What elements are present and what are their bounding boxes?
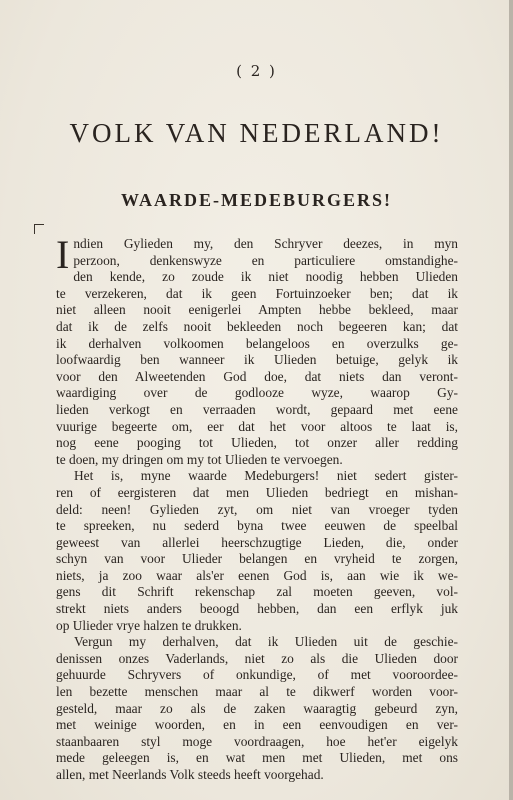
text-line: mede geleegen is, en wat men met Ulieden, met ons: [56, 750, 458, 766]
text-line: gehuurde Schryvers of onkundige, of met vooroordee-: [56, 667, 458, 683]
text-line: staanbaaren styl moge voordraagen, hoe het'er eigelyk: [56, 733, 458, 749]
text-line: ren of eergisteren dat men Ulieden bedriegt en mishan-: [56, 484, 458, 500]
drop-cap: I: [56, 232, 70, 277]
text-line: niets, ja zoo waar als'er eenen God is, aan wie ik we-: [56, 567, 458, 583]
text-lines: [56, 232, 458, 784]
page-number: ( 2 ): [236, 62, 277, 80]
text-line: waardiging over de godlooze wyze, waarop Gy-: [56, 385, 458, 401]
text-line: te doen, my dringen om my tot Ulieden te vervoegen.: [56, 451, 343, 467]
page-title: VOLK VAN NEDERLAND!: [69, 118, 444, 148]
text-line: den kende, zo zoude ik niet noodig hebben Ulieden: [73, 269, 458, 285]
text-line: niet alleen nooit eenigerlei Ampten hebbe bekleed, maar: [56, 302, 458, 318]
text-line: lieden verkogt en verraaden wordt, gepaard met eene: [56, 401, 458, 417]
corner-mark: [34, 224, 44, 234]
text-line: geweest van allerlei heerschzugtige Lieden, die, onder: [56, 534, 458, 550]
text-line: allen, met Neerlands Volk steeds heeft voorgehad.: [56, 767, 324, 782]
text-line: denissen onzes Vaderlands, niet zo als die Ulieden door: [56, 650, 458, 666]
text-line: ndien Gylieden my, den Schryver deezes, in myn: [73, 236, 458, 251]
text-line: op Ulieder vrye halzen te drukken.: [56, 617, 242, 633]
text-line: Het is, myne waarde Medeburgers! niet sedert gister-: [74, 468, 458, 484]
body-text: [56, 232, 458, 784]
text-line: schyn van voor Ulieder belangen en vryheid te zorgen,: [56, 551, 458, 567]
text-line: voor den Alweetenden God doe, dat niets dan veront-: [56, 368, 458, 384]
text-line: deld: neen! Gylieden zyt, om niet van vroeger tyden: [56, 501, 458, 517]
text-line: dat ik de zelfs nooit bekleeden noch begeeren kan; dat: [56, 318, 458, 334]
page-subtitle: WAARDE-MEDEBURGERS!: [120, 190, 392, 210]
text-line: vuurige begeerte om, eer dat het voor altoos te laat is,: [56, 418, 458, 434]
text-line: nog eene pooging tot Ulieden, tot onzer aller redding: [56, 435, 458, 451]
text-line: met weinige woorden, en in een eenvoudigen en ver-: [56, 717, 458, 733]
text-line: Vergun my derhalven, dat ik Ulieden uit de geschie-: [74, 634, 458, 650]
text-line: strekt niets anders beoogd hebben, dan een erflyk juk: [56, 601, 458, 617]
text-line: te spreeken, nu sederd byna twee eeuwen de speelbal: [56, 518, 458, 534]
text-line: perzoon, denkenswyze en particuliere omstandighe-: [73, 252, 458, 268]
text-line: ik derhalven volkoomen belangeloos en overzulks ge-: [56, 335, 458, 351]
text-line: te verzekeren, dat ik geen Fortuinzoeker ben; dat ik: [56, 285, 458, 301]
text-line: gens dit Schrift rekenschap zal moeten geeven, vol-: [56, 584, 458, 600]
text-line: loofwaardig ben wanneer ik Ulieden betuige, gelyk ik: [56, 352, 458, 368]
text-line: gesteld, maar zo als de zaken waaragtig gebeurd zyn,: [56, 700, 458, 716]
text-line: len bezette menschen maar al te dikwerf worden voor-: [56, 684, 458, 700]
